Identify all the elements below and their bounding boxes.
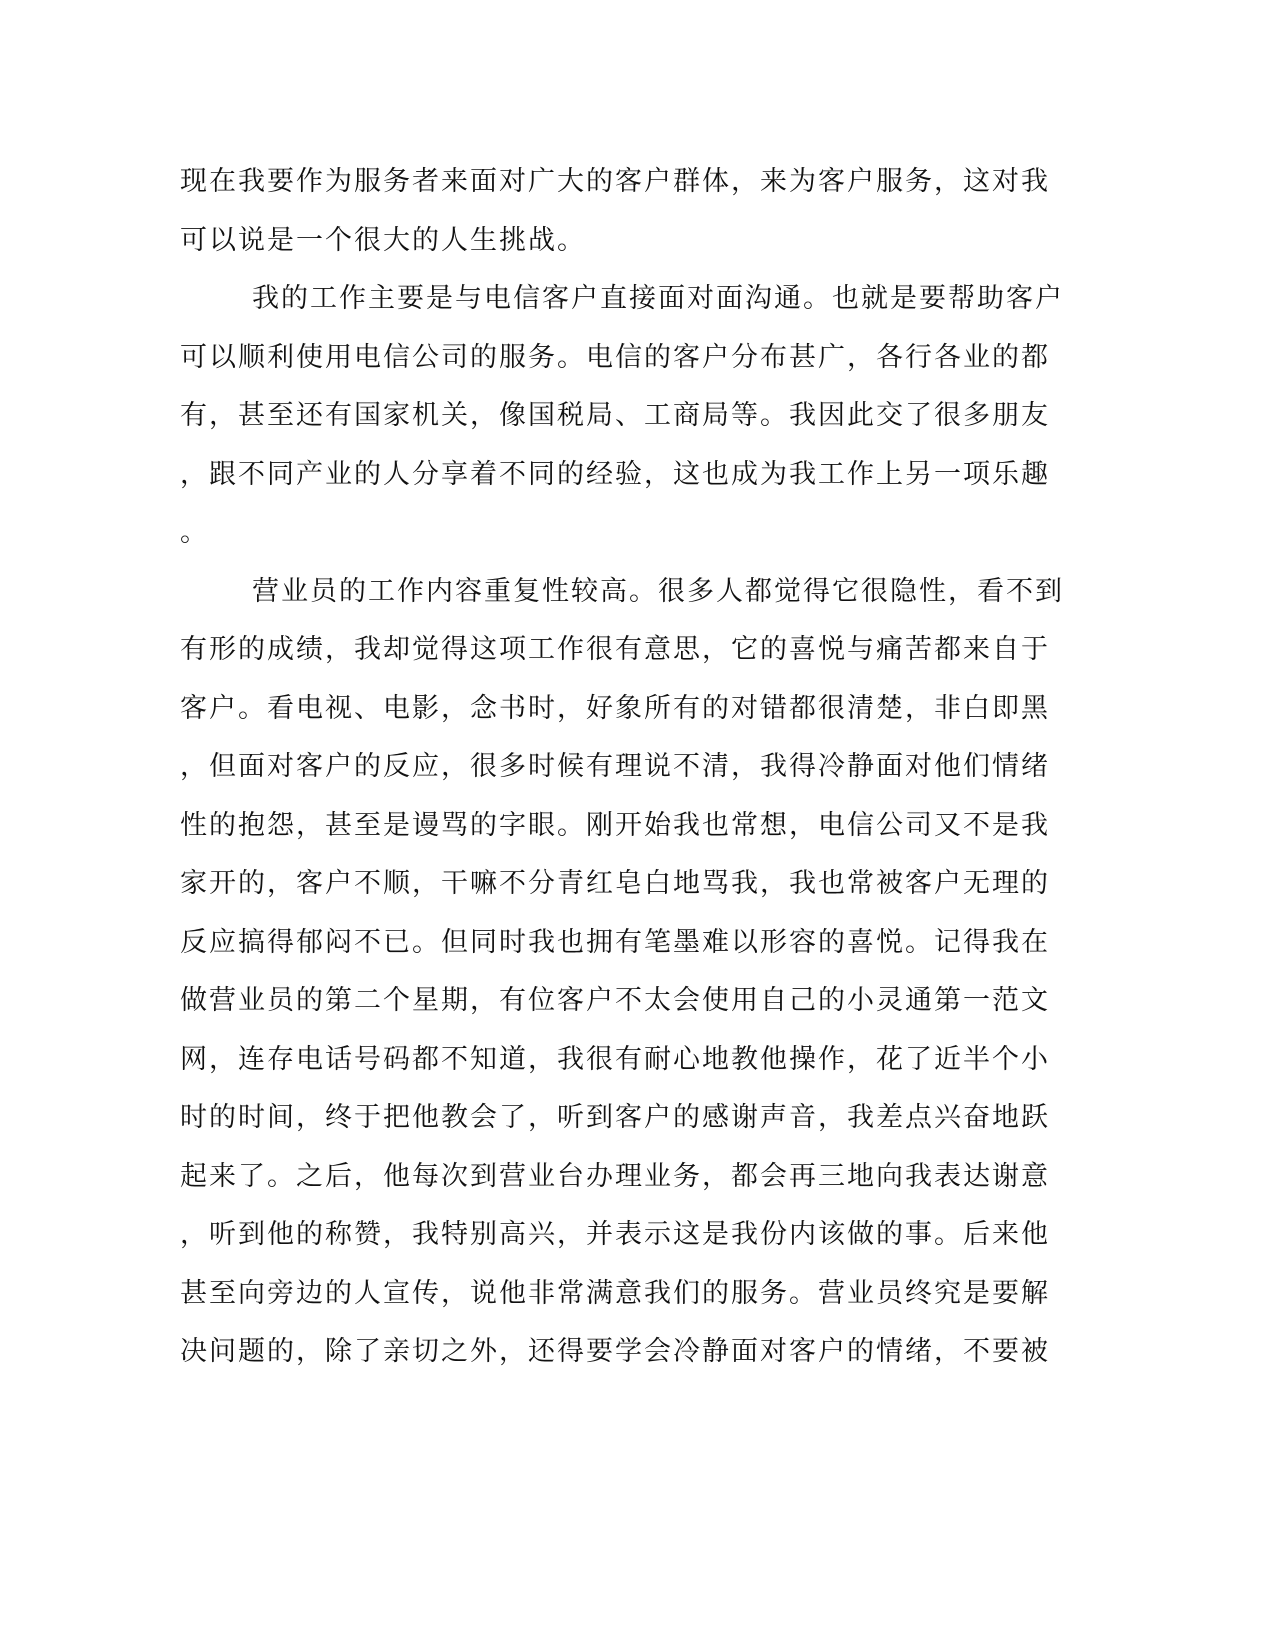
text-line: 可以顺利使用电信公司的服务。电信的客户分布甚广，各行各业的都: [180, 341, 1050, 373]
text-line: 网，连存电话号码都不知道，我很有耐心地教他操作，花了近半个小: [180, 1043, 1050, 1075]
document-body: [180, 157, 1064, 1386]
text-line: 可以说是一个很大的人生挑战。: [180, 224, 586, 256]
text-line: 性的抱怨，甚至是谩骂的字眼。刚开始我也常想，电信公司又不是我: [180, 809, 1050, 841]
text-line: 决问题的，除了亲切之外，还得要学会冷静面对客户的情绪，不要被: [180, 1336, 1050, 1367]
text-line: 有，甚至还有国家机关，像国税局、工商局等。我因此交了很多朋友: [180, 400, 1050, 431]
text-line: 反应搞得郁闷不已。但同时我也拥有笔墨难以形容的喜悦。记得我在: [180, 926, 1050, 958]
text-line: 时的时间，终于把他教会了，听到客户的感谢声音，我差点兴奋地跃: [180, 1102, 1050, 1133]
text-line: 甚至向旁边的人宣传，说他非常满意我们的服务。营业员终究是要解: [180, 1277, 1050, 1309]
text-line: 家开的，客户不顺，干嘛不分青红皂白地骂我，我也常被客户无理的: [180, 868, 1050, 899]
text-line: ，听到他的称赞，我特别高兴，并表示这是我份内该做的事。后来他: [180, 1219, 1050, 1250]
text-line: 起来了。之后，他每次到营业台办理业务，都会再三地向我表达谢意: [180, 1160, 1050, 1192]
paragraph-1: [180, 157, 1050, 274]
text-line: 我的工作主要是与电信客户直接面对面沟通。也就是要帮助客户: [252, 283, 1064, 314]
text-line: ，但面对客户的反应，很多时候有理说不清，我得冷静面对他们情绪: [180, 751, 1050, 782]
paragraph-3: [180, 567, 1064, 1386]
text-line: 做营业员的第二个星期，有位客户不太会使用自己的小灵通第一范文: [180, 985, 1050, 1016]
text-line: 现在我要作为服务者来面对广大的客户群体，来为客户服务，这对我: [180, 166, 1050, 197]
text-line: 客户。看电视、电影，念书时，好象所有的对错都很清楚，非白即黑: [180, 692, 1050, 724]
text-line: ，跟不同产业的人分享着不同的经验，这也成为我工作上另一项乐趣: [180, 458, 1050, 490]
paragraph-2: [180, 274, 1064, 567]
text-line: 。: [180, 517, 209, 548]
text-line: 有形的成绩，我却觉得这项工作很有意思，它的喜悦与痛苦都来自于: [180, 634, 1050, 665]
text-line: 营业员的工作内容重复性较高。很多人都觉得它很隐性，看不到: [252, 575, 1064, 607]
